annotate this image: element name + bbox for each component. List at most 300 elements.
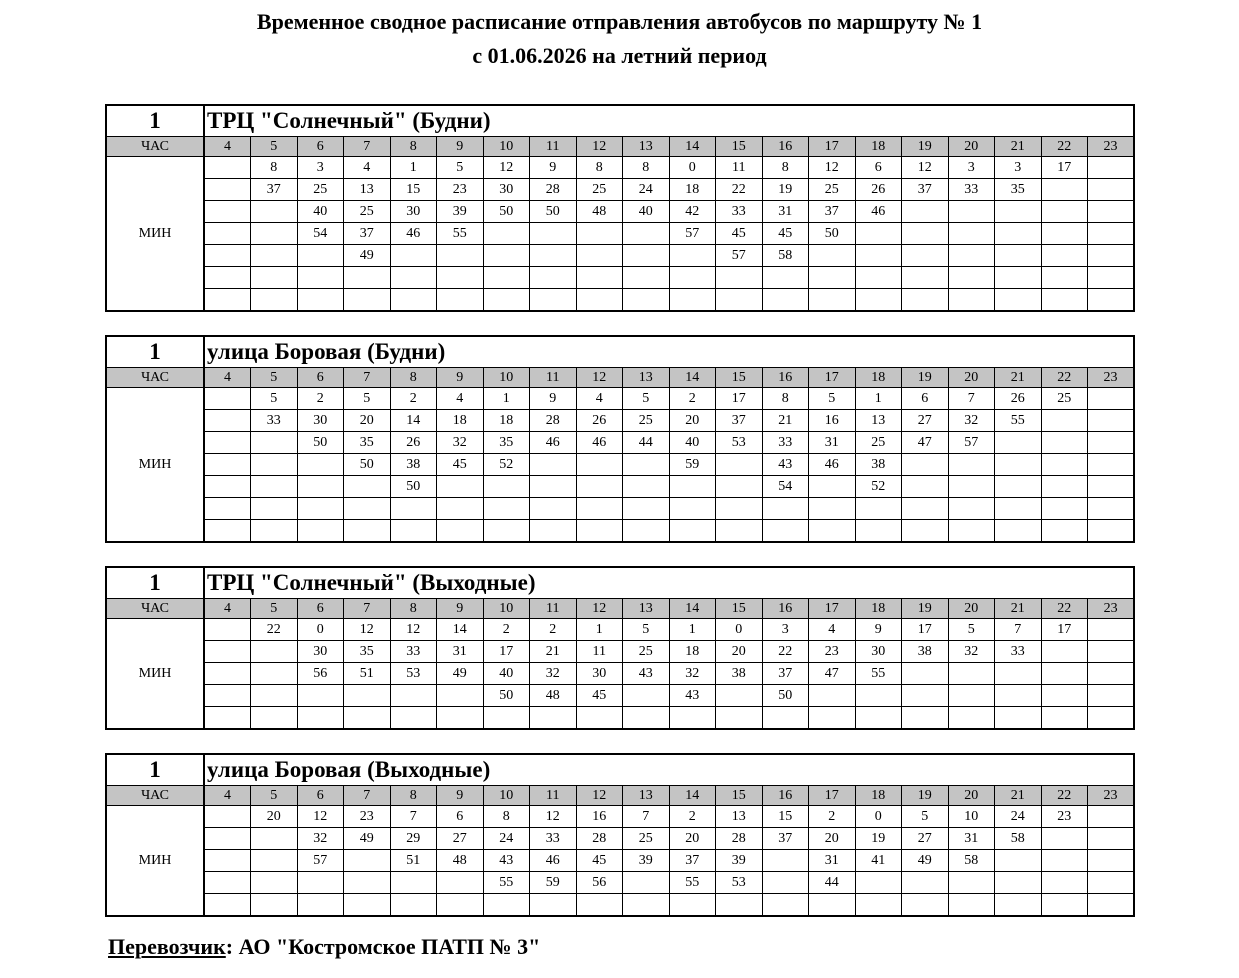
hour-cell: 9: [437, 137, 484, 157]
minute-cell: 11: [576, 641, 623, 663]
minute-cell: 55: [855, 663, 902, 685]
minute-cell: 2: [669, 388, 716, 410]
minute-cell: [344, 707, 391, 730]
minute-cell: 13: [344, 179, 391, 201]
minutes-label: МИН: [106, 619, 204, 730]
minute-cell: [855, 520, 902, 543]
minute-cell: [948, 289, 995, 312]
minute-cell: 5: [251, 388, 298, 410]
hour-cell: 21: [995, 137, 1042, 157]
minute-cell: [716, 498, 763, 520]
minute-cell: [902, 289, 949, 312]
minute-cell: [623, 454, 670, 476]
minute-cell: 25: [344, 201, 391, 223]
minute-cell: [809, 289, 856, 312]
minute-cell: 16: [576, 806, 623, 828]
minute-cell: [948, 201, 995, 223]
schedule-table: [105, 104, 1135, 312]
minute-cell: [716, 707, 763, 730]
minute-cell: 46: [855, 201, 902, 223]
hour-cell: 9: [437, 786, 484, 806]
minute-cell: 4: [809, 619, 856, 641]
minute-cell: 26: [855, 179, 902, 201]
minute-cell: [251, 223, 298, 245]
hour-cell: 14: [669, 137, 716, 157]
minute-cell: [251, 498, 298, 520]
minute-cell: 7: [995, 619, 1042, 641]
minute-cell: [995, 663, 1042, 685]
hour-cell: 10: [483, 786, 530, 806]
minute-cell: [390, 498, 437, 520]
minute-cell: [623, 245, 670, 267]
minute-cell: [204, 828, 251, 850]
minutes-row: [106, 619, 1134, 641]
hour-cell: 21: [995, 599, 1042, 619]
minute-cell: [251, 245, 298, 267]
minute-cell: [390, 872, 437, 894]
hour-cell: 19: [902, 137, 949, 157]
hour-cell: 18: [855, 137, 902, 157]
hour-cell: 16: [762, 786, 809, 806]
minutes-label: МИН: [106, 157, 204, 312]
minute-cell: 52: [855, 476, 902, 498]
minute-cell: [995, 201, 1042, 223]
minute-cell: [1041, 289, 1088, 312]
minutes-row: [106, 850, 1134, 872]
hour-cell: 22: [1041, 368, 1088, 388]
minute-cell: [902, 498, 949, 520]
minute-cell: 55: [995, 410, 1042, 432]
minute-cell: [623, 894, 670, 917]
minute-cell: 12: [530, 806, 577, 828]
minute-cell: 30: [855, 641, 902, 663]
minute-cell: [1088, 223, 1135, 245]
minute-cell: 48: [530, 685, 577, 707]
minute-cell: [437, 245, 484, 267]
minutes-row: [106, 520, 1134, 543]
minute-cell: [855, 267, 902, 289]
minute-cell: [762, 850, 809, 872]
minute-cell: 37: [762, 828, 809, 850]
minute-cell: 55: [669, 872, 716, 894]
minutes-row: [106, 806, 1134, 828]
minute-cell: 57: [297, 850, 344, 872]
minute-cell: [948, 894, 995, 917]
minute-cell: 33: [530, 828, 577, 850]
minute-cell: 33: [948, 179, 995, 201]
hour-label: ЧАС: [106, 368, 204, 388]
minute-cell: 4: [344, 157, 391, 179]
hour-cell: 5: [251, 599, 298, 619]
minute-cell: 45: [437, 454, 484, 476]
minute-cell: 6: [855, 157, 902, 179]
minute-cell: [1088, 476, 1135, 498]
route-number: 1: [106, 105, 204, 137]
minute-cell: [1088, 641, 1135, 663]
minute-cell: [809, 520, 856, 543]
minute-cell: 19: [762, 179, 809, 201]
minute-cell: [204, 179, 251, 201]
minute-cell: [995, 432, 1042, 454]
minute-cell: [669, 894, 716, 917]
minute-cell: [902, 685, 949, 707]
minute-cell: [390, 289, 437, 312]
minute-cell: [809, 707, 856, 730]
hour-label: ЧАС: [106, 786, 204, 806]
minute-cell: 8: [576, 157, 623, 179]
minute-cell: 30: [483, 179, 530, 201]
minute-cell: [855, 707, 902, 730]
minute-cell: [902, 476, 949, 498]
minute-cell: 18: [483, 410, 530, 432]
minute-cell: [204, 267, 251, 289]
minute-cell: 45: [762, 223, 809, 245]
minute-cell: 8: [623, 157, 670, 179]
hour-cell: 7: [344, 599, 391, 619]
minute-cell: [669, 498, 716, 520]
minute-cell: [716, 289, 763, 312]
stop-name: ТРЦ "Солнечный" (Выходные): [204, 567, 1134, 599]
route-number: 1: [106, 754, 204, 786]
hour-cell: 20: [948, 137, 995, 157]
minute-cell: [344, 894, 391, 917]
minute-cell: 26: [995, 388, 1042, 410]
hour-cell: 9: [437, 599, 484, 619]
minute-cell: 18: [669, 641, 716, 663]
minute-cell: [437, 267, 484, 289]
minute-cell: 17: [902, 619, 949, 641]
minute-cell: [251, 828, 298, 850]
minute-cell: 12: [297, 806, 344, 828]
minute-cell: [297, 520, 344, 543]
minute-cell: [902, 872, 949, 894]
minute-cell: [344, 267, 391, 289]
minute-cell: 25: [576, 179, 623, 201]
minute-cell: 3: [762, 619, 809, 641]
minute-cell: [204, 245, 251, 267]
minute-cell: 38: [902, 641, 949, 663]
minute-cell: [344, 850, 391, 872]
minute-cell: [204, 707, 251, 730]
minute-cell: [251, 707, 298, 730]
minute-cell: [483, 289, 530, 312]
minute-cell: [1041, 201, 1088, 223]
minute-cell: 40: [483, 663, 530, 685]
hour-cell: 8: [390, 137, 437, 157]
schedule-table: [105, 753, 1135, 917]
minute-cell: 55: [437, 223, 484, 245]
minute-cell: 7: [948, 388, 995, 410]
minute-cell: 43: [483, 850, 530, 872]
minute-cell: 12: [344, 619, 391, 641]
hour-cell: 22: [1041, 137, 1088, 157]
minute-cell: 10: [948, 806, 995, 828]
minute-cell: 51: [390, 850, 437, 872]
minute-cell: 57: [716, 245, 763, 267]
minute-cell: 28: [530, 179, 577, 201]
minute-cell: [390, 520, 437, 543]
minute-cell: [1041, 850, 1088, 872]
minute-cell: [902, 245, 949, 267]
minute-cell: [995, 894, 1042, 917]
minute-cell: 50: [762, 685, 809, 707]
minute-cell: 26: [390, 432, 437, 454]
minute-cell: [483, 245, 530, 267]
minute-cell: [1088, 289, 1135, 312]
minute-cell: 25: [855, 432, 902, 454]
minute-cell: [530, 894, 577, 917]
minute-cell: 32: [948, 641, 995, 663]
minute-cell: [948, 454, 995, 476]
minute-cell: 37: [902, 179, 949, 201]
hour-cell: 19: [902, 368, 949, 388]
minute-cell: 5: [948, 619, 995, 641]
minute-cell: [1088, 894, 1135, 917]
minute-cell: [716, 267, 763, 289]
minute-cell: 6: [437, 806, 484, 828]
minute-cell: 33: [762, 432, 809, 454]
minute-cell: [437, 476, 484, 498]
minute-cell: 40: [297, 201, 344, 223]
hour-cell: 17: [809, 368, 856, 388]
minute-cell: 24: [623, 179, 670, 201]
hour-cell: 13: [623, 137, 670, 157]
minute-cell: [576, 894, 623, 917]
hour-cell: 15: [716, 137, 763, 157]
minute-cell: [576, 498, 623, 520]
minute-cell: [948, 707, 995, 730]
minute-cell: [344, 476, 391, 498]
carrier-value: : АО "Костромское ПАТП № 3": [225, 934, 541, 959]
hour-cell: 22: [1041, 786, 1088, 806]
minute-cell: [1041, 641, 1088, 663]
minute-cell: [297, 498, 344, 520]
minute-cell: [483, 894, 530, 917]
minute-cell: 12: [902, 157, 949, 179]
hour-cell: 4: [204, 599, 251, 619]
minute-cell: [902, 894, 949, 917]
minute-cell: [204, 894, 251, 917]
minute-cell: [1041, 476, 1088, 498]
document-title: Временное сводное расписание отправления автобусов по маршруту № 1: [256, 9, 983, 34]
minute-cell: [1088, 850, 1135, 872]
minute-cell: [716, 454, 763, 476]
minute-cell: 25: [623, 410, 670, 432]
minute-cell: 49: [344, 245, 391, 267]
minute-cell: 15: [762, 806, 809, 828]
minute-cell: [1041, 685, 1088, 707]
minute-cell: [669, 289, 716, 312]
hour-cell: 4: [204, 137, 251, 157]
minute-cell: 20: [809, 828, 856, 850]
minute-cell: 8: [251, 157, 298, 179]
minute-cell: 29: [390, 828, 437, 850]
minute-cell: [762, 289, 809, 312]
stop-name: ТРЦ "Солнечный" (Будни): [204, 105, 1134, 137]
minute-cell: [855, 245, 902, 267]
hour-cell: 17: [809, 786, 856, 806]
minute-cell: 27: [902, 410, 949, 432]
hour-cell: 15: [716, 599, 763, 619]
hour-cell: 23: [1088, 368, 1135, 388]
minute-cell: [1041, 872, 1088, 894]
minute-cell: [1041, 223, 1088, 245]
minutes-row: [106, 476, 1134, 498]
hour-cell: 15: [716, 368, 763, 388]
minute-cell: [530, 476, 577, 498]
hour-cell: 11: [530, 368, 577, 388]
hour-cell: 19: [902, 599, 949, 619]
minute-cell: 31: [948, 828, 995, 850]
minutes-row: [106, 641, 1134, 663]
minute-cell: [902, 454, 949, 476]
minute-cell: [483, 498, 530, 520]
hour-cell: 16: [762, 137, 809, 157]
minute-cell: 43: [623, 663, 670, 685]
hour-cell: 10: [483, 137, 530, 157]
minute-cell: 3: [995, 157, 1042, 179]
minute-cell: [530, 223, 577, 245]
minute-cell: [995, 872, 1042, 894]
minute-cell: [1088, 498, 1135, 520]
hour-cell: 18: [855, 368, 902, 388]
minute-cell: 24: [483, 828, 530, 850]
minute-cell: [623, 289, 670, 312]
minute-cell: 37: [762, 663, 809, 685]
minute-cell: [204, 663, 251, 685]
minute-cell: [251, 894, 298, 917]
minute-cell: 0: [716, 619, 763, 641]
minute-cell: [948, 267, 995, 289]
minute-cell: [669, 267, 716, 289]
minutes-row: [106, 454, 1134, 476]
minute-cell: [948, 685, 995, 707]
minute-cell: [204, 454, 251, 476]
minute-cell: [204, 641, 251, 663]
minutes-row: [106, 707, 1134, 730]
minutes-row: [106, 894, 1134, 917]
minute-cell: [344, 520, 391, 543]
minute-cell: 31: [809, 432, 856, 454]
minute-cell: 2: [530, 619, 577, 641]
minute-cell: 16: [809, 410, 856, 432]
minute-cell: 41: [855, 850, 902, 872]
minute-cell: [437, 872, 484, 894]
minute-cell: [576, 707, 623, 730]
minute-cell: 5: [902, 806, 949, 828]
minutes-row: [106, 201, 1134, 223]
minute-cell: 45: [576, 685, 623, 707]
minute-cell: [1041, 267, 1088, 289]
minute-cell: 4: [437, 388, 484, 410]
minute-cell: [204, 806, 251, 828]
minute-cell: 33: [716, 201, 763, 223]
stop-name: улица Боровая (Будни): [204, 336, 1134, 368]
minute-cell: [251, 267, 298, 289]
hour-cell: 9: [437, 368, 484, 388]
minute-cell: 51: [344, 663, 391, 685]
hour-cell: 8: [390, 368, 437, 388]
minute-cell: 12: [483, 157, 530, 179]
minute-cell: 5: [809, 388, 856, 410]
minute-cell: [948, 245, 995, 267]
minute-cell: [1088, 619, 1135, 641]
minute-cell: 28: [716, 828, 763, 850]
minute-cell: 12: [809, 157, 856, 179]
minute-cell: [344, 289, 391, 312]
minute-cell: [576, 454, 623, 476]
minute-cell: [204, 410, 251, 432]
minutes-label: МИН: [106, 388, 204, 543]
hour-cell: 11: [530, 786, 577, 806]
minute-cell: 27: [902, 828, 949, 850]
minute-cell: [530, 707, 577, 730]
minute-cell: [390, 707, 437, 730]
minute-cell: [1088, 663, 1135, 685]
minute-cell: 31: [809, 850, 856, 872]
minute-cell: 53: [716, 432, 763, 454]
minute-cell: [855, 289, 902, 312]
minute-cell: [576, 476, 623, 498]
minute-cell: 43: [669, 685, 716, 707]
minute-cell: 32: [297, 828, 344, 850]
minute-cell: 40: [623, 201, 670, 223]
minute-cell: 32: [437, 432, 484, 454]
minute-cell: [204, 157, 251, 179]
hour-cell: 4: [204, 368, 251, 388]
document-subtitle: с 01.06.2026 на летний период: [472, 43, 767, 68]
hour-cell: 7: [344, 368, 391, 388]
minute-cell: 0: [297, 619, 344, 641]
minute-cell: [948, 520, 995, 543]
minute-cell: 20: [669, 828, 716, 850]
route-number: 1: [106, 567, 204, 599]
minute-cell: [483, 520, 530, 543]
minute-cell: [902, 267, 949, 289]
minute-cell: [251, 432, 298, 454]
carrier-line: [108, 932, 540, 962]
minute-cell: [762, 498, 809, 520]
minute-cell: [623, 267, 670, 289]
minute-cell: 7: [623, 806, 670, 828]
minute-cell: [297, 245, 344, 267]
minute-cell: 28: [576, 828, 623, 850]
minute-cell: 50: [483, 201, 530, 223]
minute-cell: [1088, 685, 1135, 707]
minute-cell: 31: [437, 641, 484, 663]
minute-cell: 58: [762, 245, 809, 267]
minute-cell: [530, 454, 577, 476]
minute-cell: [623, 872, 670, 894]
hour-label: ЧАС: [106, 137, 204, 157]
minute-cell: 47: [809, 663, 856, 685]
hour-cell: 8: [390, 599, 437, 619]
minute-cell: 23: [437, 179, 484, 201]
minute-cell: [1088, 828, 1135, 850]
minute-cell: 11: [716, 157, 763, 179]
minute-cell: [623, 476, 670, 498]
minute-cell: [809, 476, 856, 498]
minute-cell: 23: [809, 641, 856, 663]
hour-label: ЧАС: [106, 599, 204, 619]
minute-cell: [576, 267, 623, 289]
minute-cell: [1041, 663, 1088, 685]
minute-cell: [204, 223, 251, 245]
minute-cell: [530, 498, 577, 520]
minute-cell: 17: [716, 388, 763, 410]
minutes-row: [106, 663, 1134, 685]
minute-cell: [623, 498, 670, 520]
